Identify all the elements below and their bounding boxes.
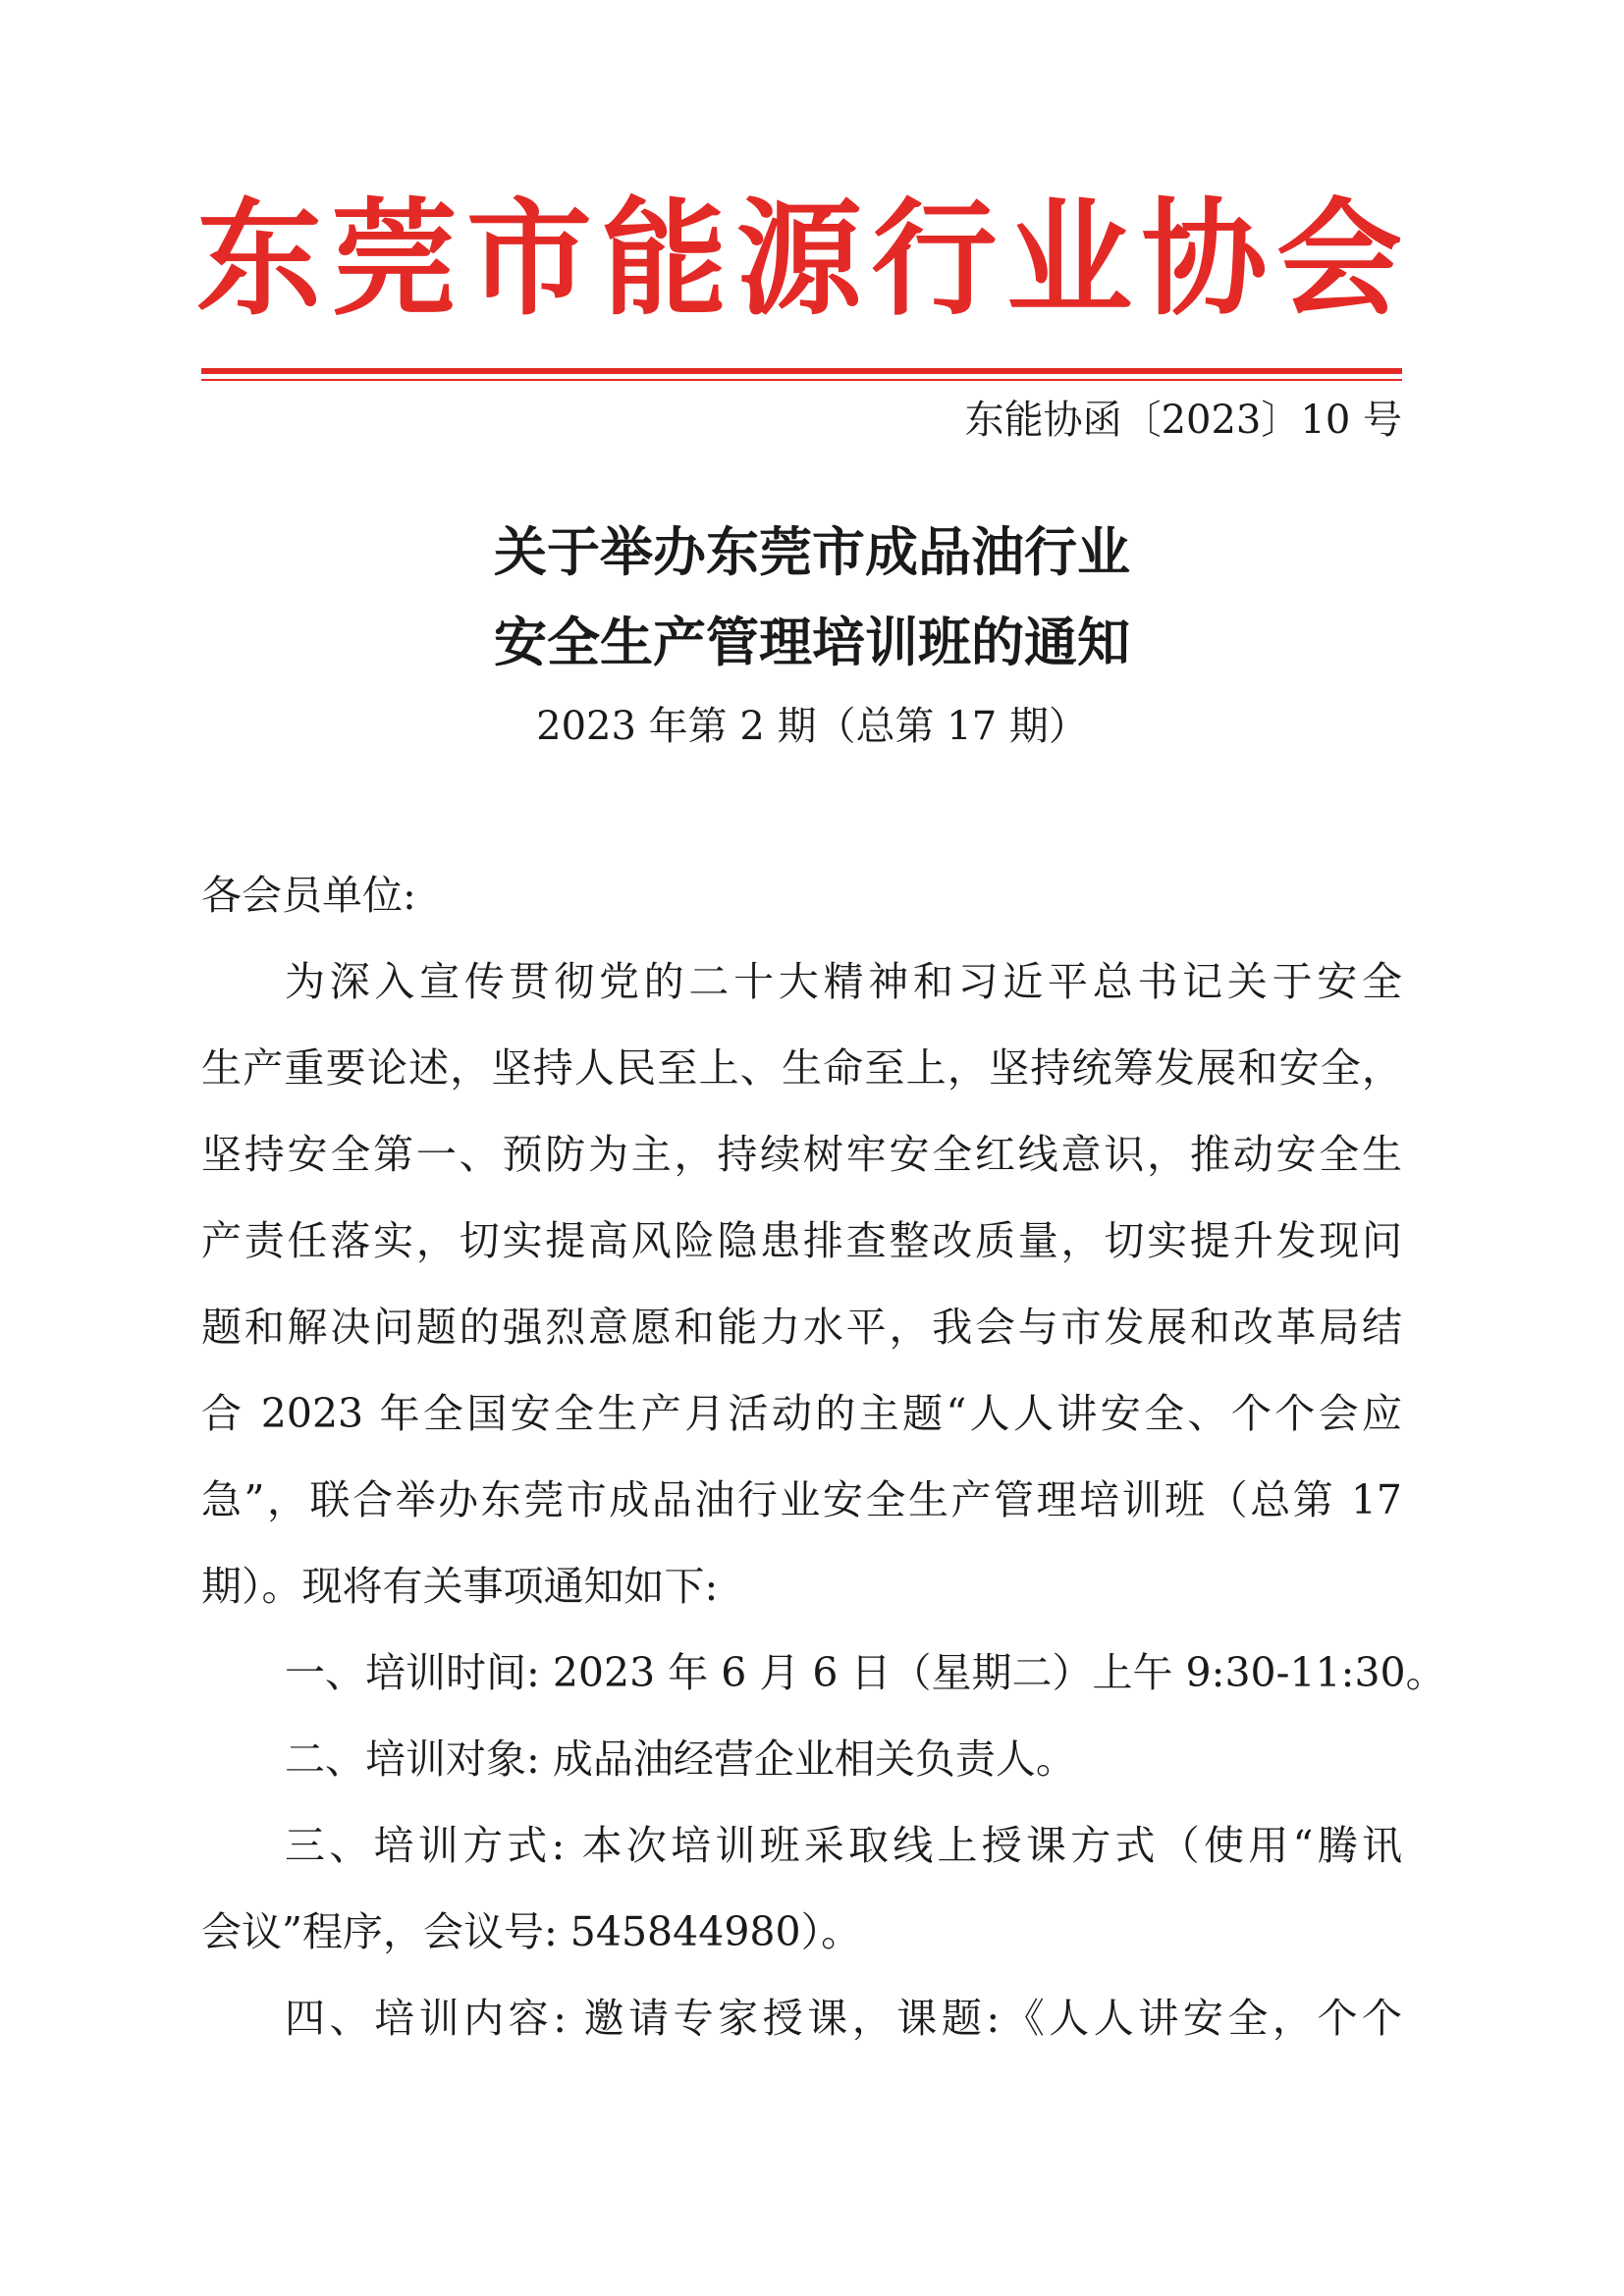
org-header-char: 莞 (331, 187, 458, 333)
body-text-line: 为深入宣传贯彻党的二十大精神和习近平总书记关于安全 (285, 958, 1402, 1005)
body-text-line: 坚持安全第一、预防为主，持续树牢安全红线意识，推动安全生 (201, 1131, 1402, 1178)
training-time-item: 一、培训时间: 2023 年 6 月 6 日（星期二）上午 9:30-11:30。 (285, 1649, 1446, 1696)
org-header-char: 源 (735, 187, 862, 333)
notice-title-line-2: 安全生产管理培训班的通知 (494, 611, 1130, 673)
notice-title-line-1: 关于举办东莞市成品油行业 (494, 520, 1130, 583)
org-header-char: 会 (1275, 187, 1402, 333)
org-header-char: 东 (195, 187, 322, 333)
body-text-line: 生产重要论述，坚持人民至上、生命至上，坚持统筹发展和安全， (201, 1044, 1402, 1092)
body-text-line: 期）。现将有关事项通知如下: (201, 1563, 719, 1610)
org-header-char: 能 (601, 187, 728, 333)
training-method-item: 三、培训方式: 本次培训班采取线上授课方式（使用“腾讯 (285, 1822, 1402, 1869)
body-text-line: 急”，联合举办东莞市成品油行业安全生产管理培训班（总第 17 (201, 1476, 1402, 1523)
training-audience-item: 二、培训对象: 成品油经营企业相关负责人。 (285, 1735, 1076, 1783)
training-content-item: 四、培训内容: 邀请专家授课，课题:《人人讲安全，个个 (285, 1995, 1402, 2042)
org-header-char: 行 (871, 187, 998, 333)
salutation: 各会员单位: (201, 872, 416, 919)
header-rule-thin (201, 379, 1402, 381)
body-text-line: 合 2023 年全国安全生产月活动的主题“人人讲安全、个个会应 (201, 1390, 1402, 1437)
body-text-line: 题和解决问题的强烈意愿和能力水平，我会与市发展和改革局结 (201, 1304, 1402, 1351)
org-header-char: 业 (1005, 187, 1132, 333)
header-rule-thick (201, 368, 1402, 374)
body-text-line: 产责任落实，切实提高风险隐患排查整改质量，切实提升发现问 (201, 1217, 1402, 1264)
organization-header (194, 177, 1404, 344)
body-text-line: 会议”程序，会议号: 545844980）。 (201, 1908, 862, 1955)
issue-subtitle: 2023 年第 2 期（总第 17 期） (536, 704, 1088, 749)
org-header-char: 市 (465, 187, 592, 333)
document-number: 东能协函〔2023〕10 号 (964, 398, 1402, 443)
org-header-char: 协 (1141, 187, 1268, 333)
